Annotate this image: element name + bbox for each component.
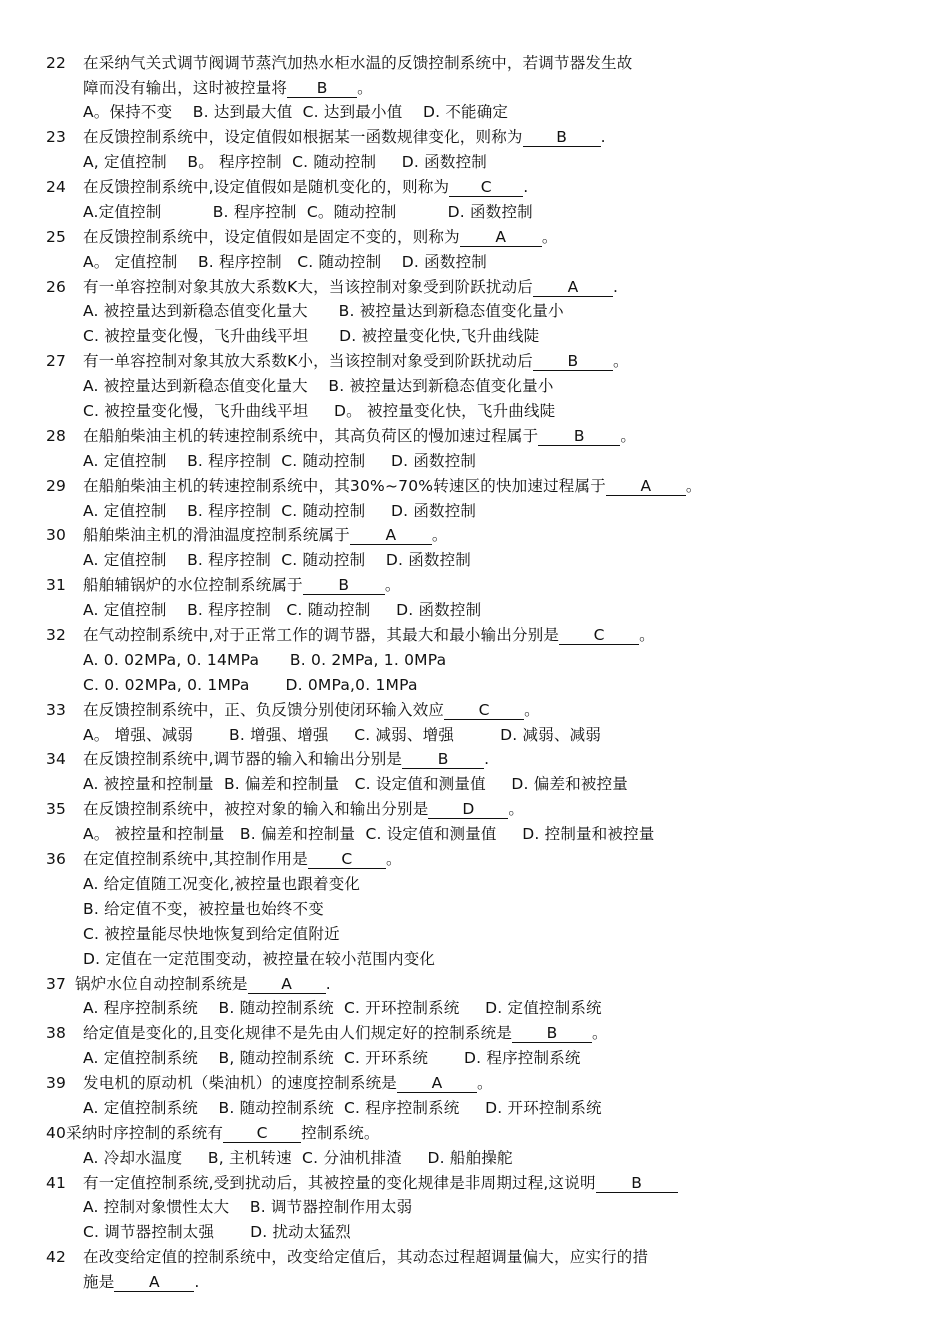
- line-text: A. 程序控制系统 B. 随动控制系统 C. 开环控制系统 D. 定值控制系统: [83, 999, 602, 1017]
- question-line: [83, 425, 636, 447]
- question-number: 34: [46, 750, 67, 768]
- question-number: 23: [46, 128, 67, 146]
- question-number: 29: [46, 477, 67, 495]
- answer-blank: A: [350, 526, 432, 545]
- text-line: [83, 1097, 602, 1119]
- line-text: C. 调节器控制太强 D. 扰动太猛烈: [83, 1223, 351, 1241]
- line-text: 障而没有输出，这时被控量将: [83, 79, 288, 97]
- text-line: [83, 450, 476, 472]
- question-number: 38: [46, 1024, 67, 1042]
- question-line: [83, 848, 402, 870]
- question-number: 36: [46, 850, 67, 868]
- question-number: 33: [46, 701, 67, 719]
- line-text: 在反馈控制系统中，设定值假如是固定不变的，则称为: [83, 228, 460, 246]
- line-text: 在改变给定值的控制系统中，改变给定值后，其动态过程超调量偏大，应实行的措: [83, 1248, 649, 1266]
- line-text: 施是: [83, 1273, 115, 1291]
- line-text: A. 被控量达到新稳态值变化量大 B. 被控量达到新稳态值变化量小: [83, 302, 564, 320]
- answer-blank: C: [444, 701, 524, 720]
- question-number: 24: [46, 178, 67, 196]
- line-text: 发电机的原动机（柴油机）的速度控制系统是: [83, 1074, 398, 1092]
- text-line: [83, 101, 508, 123]
- line-suffix: .: [325, 975, 331, 993]
- line-text: 船舶柴油主机的滑油温度控制系统属于: [83, 526, 350, 544]
- text-line: [83, 375, 554, 397]
- question-number: 35: [46, 800, 67, 818]
- text-line: [83, 325, 539, 347]
- text-line: [83, 77, 373, 99]
- question-line: [83, 475, 702, 497]
- line-suffix: 。: [541, 228, 558, 246]
- line-text: A. 冷却水温度 B, 主机转速 C. 分油机排渣 D. 船舶操舵: [83, 1149, 513, 1167]
- question-line: [83, 699, 540, 721]
- line-text: 有一定值控制系统,受到扰动后，其被控量的变化规律是非周期过程,这说明: [83, 1174, 596, 1192]
- question-line: [83, 52, 633, 74]
- line-text: 在反馈控制系统中,调节器的输入和输出分别是: [83, 750, 403, 768]
- line-text: C. 0. 02MPa, 0. 1MPa D. 0MPa,0. 1MPa: [83, 676, 418, 694]
- line-text: A。 定值控制 B. 程序控制 C. 随动控制 D. 函数控制: [83, 253, 487, 271]
- answer-blank: B: [538, 427, 620, 446]
- line-suffix: 。: [431, 526, 448, 544]
- line-suffix: 。: [612, 352, 629, 370]
- line-suffix: .: [600, 128, 606, 146]
- line-text: A. 定值控制 B. 程序控制 C. 随动控制 D. 函数控制: [83, 452, 477, 470]
- answer-blank: B: [287, 79, 357, 98]
- question-line: [83, 1072, 493, 1094]
- text-line: [83, 948, 435, 970]
- line-text: C. 被控量变化慢，飞升曲线平坦 D. 被控量变化快,飞升曲线陡: [83, 327, 540, 345]
- text-line: [83, 1196, 412, 1218]
- line-suffix: 。: [524, 701, 540, 719]
- question-line: [83, 176, 528, 198]
- answer-blank: A: [248, 975, 326, 994]
- line-text: 船舶辅锅炉的水位控制系统属于: [83, 576, 303, 594]
- question-line: [83, 226, 558, 248]
- question-number: 39: [46, 1074, 67, 1092]
- line-text: A. 控制对象惯性太大 B. 调节器控制作用太弱: [83, 1198, 413, 1216]
- line-text: 在船舶柴油主机的转速控制系统中，其高负荷区的慢加速过程属于: [83, 427, 539, 445]
- question-line: [83, 1172, 678, 1194]
- line-text: 在反馈控制系统中，被控对象的输入和输出分别是: [83, 800, 429, 818]
- question-number: 41: [46, 1174, 67, 1192]
- question-number: 28: [46, 427, 67, 445]
- line-text: A. 给定值随工况变化,被控量也跟着变化: [83, 875, 361, 893]
- answer-blank: A: [606, 477, 686, 496]
- text-line: [83, 151, 487, 173]
- text-line: [83, 251, 487, 273]
- line-text: 有一单容控制对象其放大系数K小，当该控制对象受到阶跃扰动后: [83, 352, 533, 370]
- line-text: B. 给定值不变，被控量也始终不变: [83, 900, 324, 918]
- question-number: 37: [46, 975, 67, 993]
- question-line: [83, 126, 606, 148]
- text-line: [83, 599, 481, 621]
- line-text: 在船舶柴油主机的转速控制系统中，其30%~70%转速区的快加速过程属于: [83, 477, 606, 495]
- answer-blank: B: [533, 352, 613, 371]
- text-line: [83, 898, 324, 920]
- line-text: C. 被控量变化慢，飞升曲线平坦 D。 被控量变化快，飞升曲线陡: [83, 402, 556, 420]
- text-line: [83, 1271, 200, 1293]
- question-line: [83, 1022, 608, 1044]
- line-text: A. 定值控制 B. 程序控制 C. 随动控制 D. 函数控制: [83, 601, 482, 619]
- text-line: [83, 724, 601, 746]
- question-number: 25: [46, 228, 67, 246]
- text-line: [83, 997, 602, 1019]
- line-suffix: 。: [620, 427, 637, 445]
- question-line: [83, 1246, 648, 1268]
- text-line: [83, 500, 476, 522]
- question-number: 26: [46, 278, 67, 296]
- question-number: 22: [46, 54, 67, 72]
- line-text: 在定值控制系统中,其控制作用是: [83, 850, 308, 868]
- answer-blank: A: [114, 1273, 194, 1292]
- text-line: [83, 873, 360, 895]
- line-text: A。 被控量和控制量 B. 偏差和控制量 C. 设定值和测量值 D. 控制量和被控量: [83, 825, 655, 843]
- question-number: 42: [46, 1248, 67, 1266]
- text-line: [83, 773, 628, 795]
- question-line: [83, 574, 401, 596]
- line-suffix: 控制系统。: [301, 1124, 380, 1142]
- line-text: 在气动控制系统中,对于正常工作的调节器，其最大和最小输出分别是: [83, 626, 560, 644]
- line-text: C. 被控量能尽快地恢复到给定值附近: [83, 925, 340, 943]
- line-suffix: 。: [384, 576, 401, 594]
- line-suffix: 。: [639, 626, 655, 644]
- question-line: [83, 350, 629, 372]
- question-line: [83, 798, 524, 820]
- line-text: 给定值是变化的,且变化规律不是先由人们规定好的控制系统是: [83, 1024, 513, 1042]
- answer-blank: B: [402, 750, 484, 769]
- line-text: D. 定值在一定范围变动，被控量在较小范围内变化: [83, 950, 436, 968]
- text-line: [83, 300, 564, 322]
- line-suffix: 。: [477, 1074, 493, 1092]
- text-line: [83, 823, 655, 845]
- answer-blank: C: [308, 850, 386, 869]
- answer-blank: C: [223, 1124, 301, 1143]
- line-text: A.定值控制 B. 程序控制 C。随动控制 D. 函数控制: [83, 203, 533, 221]
- line-text: 在反馈控制系统中，正、负反馈分别使闭环输入效应: [83, 701, 445, 719]
- question-line: [83, 748, 489, 770]
- question-line: [83, 276, 618, 298]
- question-line: [83, 524, 448, 546]
- line-suffix: .: [612, 278, 619, 296]
- text-line: [83, 649, 446, 671]
- line-text: A. 定值控制系统 B, 随动控制系统 C. 开环系统 D. 程序控制系统: [83, 1049, 581, 1067]
- line-text: A. 被控量达到新稳态值变化量大 B. 被控量达到新稳态值变化量小: [83, 377, 554, 395]
- line-text: 在反馈控制系统中,设定值假如是随机变化的，则称为: [83, 178, 450, 196]
- question-number: 27: [46, 352, 67, 370]
- text-line: [83, 674, 418, 696]
- line-text: A。保持不变 B. 达到最大值 C. 达到最小值 D. 不能确定: [83, 103, 509, 121]
- text-line: [46, 1122, 380, 1144]
- answer-blank: B: [303, 576, 385, 595]
- text-line: [83, 1147, 513, 1169]
- line-suffix: .: [523, 178, 529, 196]
- line-text: 锅炉水位自动控制系统是: [75, 975, 248, 993]
- question-line: [83, 624, 655, 646]
- answer-blank: C: [449, 178, 523, 197]
- line-text: A. 定值控制 B. 程序控制 C. 随动控制 D. 函数控制: [83, 551, 472, 569]
- line-suffix: 。: [685, 477, 702, 495]
- line-text: A。 增强、减弱 B. 增强、增强 C. 减弱、增强 D. 减弱、减弱: [83, 726, 602, 744]
- line-text: 有一单容控制对象其放大系数K大，当该控制对象受到阶跃扰动后: [83, 278, 533, 296]
- line-suffix: 。: [357, 79, 373, 97]
- line-text: A. 0. 02MPa, 0. 14MPa B. 0. 2MPa, 1. 0MPa: [83, 651, 447, 669]
- line-text: 40采纳时序控制的系统有: [46, 1124, 224, 1142]
- text-line: [83, 1221, 351, 1243]
- text-line: [83, 549, 471, 571]
- question-line: [75, 973, 331, 995]
- text-line: [83, 201, 533, 223]
- answer-blank: B: [596, 1174, 678, 1193]
- question-number: 30: [46, 526, 67, 544]
- answer-blank: A: [533, 278, 613, 297]
- text-line: [83, 400, 555, 422]
- answer-blank: A: [397, 1074, 477, 1093]
- text-line: [83, 1047, 581, 1069]
- line-suffix: .: [194, 1273, 200, 1291]
- line-text: 在采纳气关式调节阀调节蒸汽加热水柜水温的反馈控制系统中，若调节器发生故: [83, 54, 633, 72]
- answer-blank: D: [428, 800, 508, 819]
- line-text: A. 定值控制 B. 程序控制 C. 随动控制 D. 函数控制: [83, 502, 477, 520]
- answer-blank: A: [460, 228, 542, 247]
- line-suffix: 。: [592, 1024, 608, 1042]
- line-text: 在反馈控制系统中，设定值假如根据某一函数规律变化，则称为: [83, 128, 523, 146]
- question-number: 31: [46, 576, 67, 594]
- line-text: A, 定值控制 B。 程序控制 C. 随动控制 D. 函数控制: [83, 153, 487, 171]
- answer-blank: B: [512, 1024, 592, 1043]
- line-suffix: 。: [385, 850, 402, 868]
- line-suffix: .: [484, 750, 490, 768]
- answer-blank: B: [523, 128, 601, 147]
- answer-blank: C: [559, 626, 639, 645]
- line-suffix: 。: [508, 800, 525, 818]
- text-line: [83, 923, 340, 945]
- question-number: 32: [46, 626, 67, 644]
- line-text: A. 定值控制系统 B. 随动控制系统 C. 程序控制系统 D. 开环控制系统: [83, 1099, 602, 1117]
- line-text: A. 被控量和控制量 B. 偏差和控制量 C. 设定值和测量值 D. 偏差和被控量: [83, 775, 629, 793]
